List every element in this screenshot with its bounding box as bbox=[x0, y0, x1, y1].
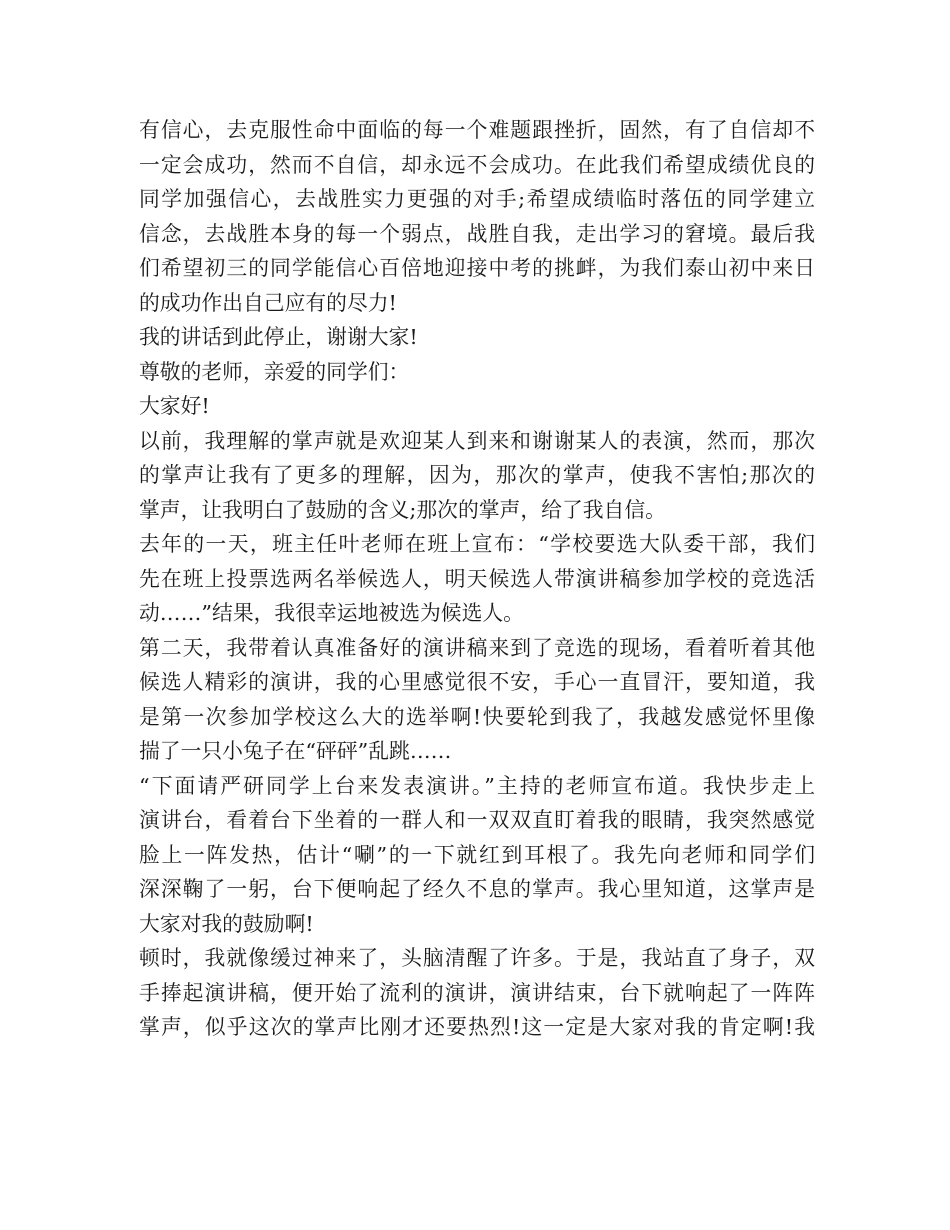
text-line: 有信心，去克服性命中面临的每一个难题跟挫折，固然，有了自信却不 bbox=[139, 118, 815, 142]
text-line: 以前，我理解的掌声就是欢迎某人到来和谢谢某人的表演，然而，那次 bbox=[139, 428, 815, 453]
text-line: 动……”结果，我很幸运地被选为候选人。 bbox=[139, 601, 524, 625]
text-line: 尊敬的老师，亲爱的同学们： bbox=[139, 359, 410, 384]
text-line: 去年的一天，班主任叶老师在班上宣布：“学校要选大队委干部，我们 bbox=[139, 532, 815, 556]
text-line: 深深鞠了一躬，台下便响起了经久不息的掌声。我心里知道，这掌声是 bbox=[139, 877, 815, 901]
text-line: 我的讲话到此停止，谢谢大家! bbox=[139, 325, 418, 349]
text-line: 揣了一只小兔子在“砰砰”乱跳…… bbox=[139, 739, 452, 763]
text-line: 大家好! bbox=[139, 394, 210, 418]
text-line: 一定会成功，然而不自信，却永远不会成功。在此我们希望成绩优良的 bbox=[139, 152, 815, 177]
text-line: 的掌声让我有了更多的理解，因为，那次的掌声，使我不害怕;那次的 bbox=[139, 463, 815, 487]
text-line: 是第一次参加学校这么大的选举啊!快要轮到我了，我越发感觉怀里像 bbox=[139, 704, 815, 729]
text-line: 掌声，让我明白了鼓励的含义;那次的掌声，给了我自信。 bbox=[139, 497, 666, 522]
text-line: 演讲台，看着台下坐着的一群人和一双双直盯着我的眼睛，我突然感觉 bbox=[139, 808, 815, 832]
text-line: 候选人精彩的演讲，我的心里感觉很不安，手心一直冒汗，要知道，我 bbox=[139, 670, 815, 694]
text-line: 第二天，我带着认真准备好的演讲稿来到了竞选的现场，看着听着其他 bbox=[139, 635, 815, 660]
text-line: 的成功作出自己应有的尽力! bbox=[139, 290, 397, 315]
text-line: 先在班上投票选两名举候选人，明天候选人带演讲稿参加学校的竞选活 bbox=[139, 566, 815, 591]
text-line: 顿时，我就像缓过神来了，头脑清醒了许多。于是，我站直了身子，双 bbox=[139, 946, 815, 970]
text-line: “下面请严研同学上台来发表演讲。”主持的老师宣布道。我快步走上 bbox=[139, 773, 815, 798]
text-line: 手捧起演讲稿，便开始了流利的演讲，演讲结束，台下就响起了一阵阵 bbox=[139, 980, 815, 1005]
text-line: 信念，去战胜本身的每一个弱点，战胜自我，走出学习的窘境。最后我 bbox=[139, 221, 815, 246]
text-line: 脸上一阵发热，估计“唰”的一下就红到耳根了。我先向老师和同学们 bbox=[139, 842, 815, 867]
text-line: 掌声，似乎这次的掌声比刚才还要热烈!这一定是大家对我的肯定啊!我 bbox=[139, 1015, 815, 1039]
text-line: 们希望初三的同学能信心百倍地迎接中考的挑衅，为我们泰山初中来日 bbox=[139, 256, 815, 280]
document-body bbox=[139, 113, 815, 1045]
text-line: 同学加强信心，去战胜实力更强的对手;希望成绩临时落伍的同学建立 bbox=[139, 187, 815, 211]
text-line: 大家对我的鼓励啊! bbox=[139, 911, 314, 936]
